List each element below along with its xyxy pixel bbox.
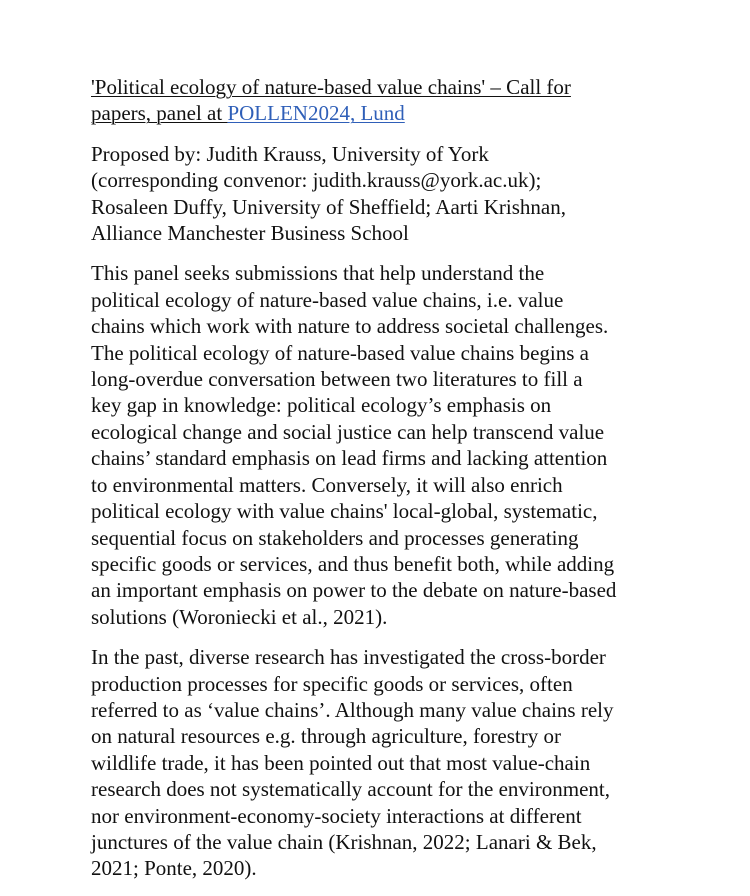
title-line-2 bbox=[91, 100, 691, 126]
paragraph-line: This panel seeks submissions that help understand the bbox=[91, 261, 545, 286]
background-paragraph bbox=[91, 644, 691, 882]
title-line-1 bbox=[91, 74, 691, 100]
paragraph-line: long-overdue conversation between two literatures to fill a bbox=[91, 367, 583, 392]
paragraph-line: Rosaleen Duffy, University of Sheffield; Aarti Krishnan, bbox=[91, 194, 566, 219]
paragraph-line: solutions (Woroniecki et al., 2021). bbox=[91, 604, 388, 629]
title-text-part-2: papers, panel at bbox=[91, 101, 228, 126]
paragraph-line: referred to as ‘value chains’. Although many value chains rely bbox=[91, 697, 614, 722]
paragraph-line: ecological change and social justice can help transcend value bbox=[91, 419, 605, 444]
paragraph-line: junctures of the value chain (Krishnan, 2022; Lanari & Bek, bbox=[91, 829, 597, 854]
paragraph-line: chains’ standard emphasis on lead firms and lacking attention bbox=[91, 446, 608, 471]
paragraph-line: key gap in knowledge: political ecology’s emphasis on bbox=[91, 393, 552, 418]
paragraph-line: The political ecology of nature-based value chains begins a bbox=[91, 340, 589, 365]
paragraph-line: political ecology of nature-based value chains, i.e. value bbox=[91, 287, 564, 312]
paragraph-line: to environmental matters. Conversely, it will also enrich bbox=[91, 472, 563, 497]
page-title bbox=[91, 74, 691, 127]
proposed-by-paragraph bbox=[91, 141, 691, 247]
paragraph-line: an important emphasis on power to the debate on nature-based bbox=[91, 578, 617, 603]
paragraph-line: on natural resources e.g. through agriculture, forestry or bbox=[91, 724, 561, 749]
paragraph-line: Alliance Manchester Business School bbox=[91, 221, 409, 246]
paragraph-line: Proposed by: Judith Krauss, University of York bbox=[91, 141, 489, 166]
title-text-part-1: 'Political ecology of nature-based value chains' – Call for bbox=[91, 75, 571, 99]
paragraph-line: political ecology with value chains' local-global, systematic, bbox=[91, 499, 598, 524]
panel-description-paragraph bbox=[91, 260, 691, 630]
paragraph-line: In the past, diverse research has investigated the cross-border bbox=[91, 645, 606, 670]
paragraph-line: research does not systematically account for the environment, bbox=[91, 777, 610, 802]
pollen2024-link[interactable]: POLLEN2024, Lund bbox=[227, 101, 405, 126]
paragraph-line: production processes for specific goods or services, often bbox=[91, 671, 573, 696]
document-body bbox=[91, 74, 691, 896]
paragraph-line: sequential focus on stakeholders and processes generating bbox=[91, 525, 579, 550]
paragraph-line: nor environment-economy-society interactions at different bbox=[91, 803, 582, 828]
paragraph-line: specific goods or services, and thus benefit both, while adding bbox=[91, 551, 615, 576]
paragraph-line: 2021; Ponte, 2020). bbox=[91, 856, 257, 881]
paragraph-line: chains which work with nature to address societal challenges. bbox=[91, 314, 609, 339]
paragraph-line: (corresponding convenor: judith.krauss@york.ac.uk); bbox=[91, 168, 542, 193]
paragraph-line: wildlife trade, it has been pointed out that most value-chain bbox=[91, 750, 591, 775]
